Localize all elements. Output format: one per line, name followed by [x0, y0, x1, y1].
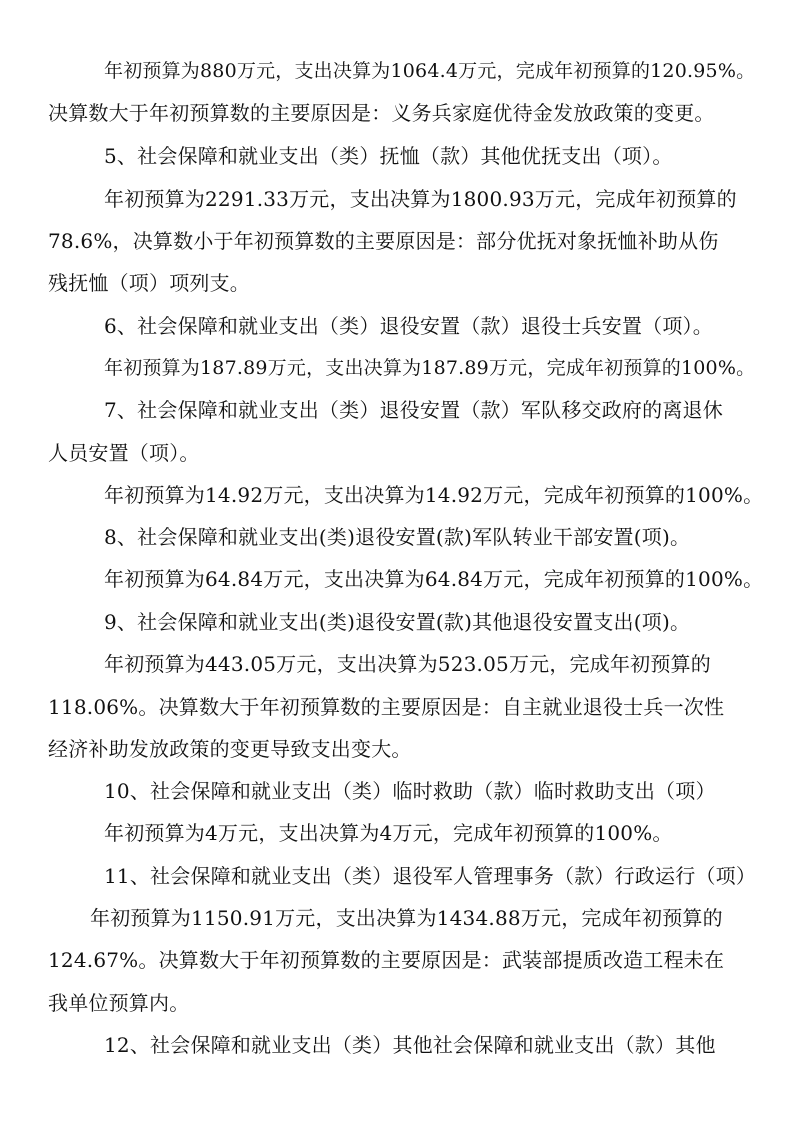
text-line: 7、社会保障和就业支出（类）退役安置（款）军队移交政府的离退休: [104, 398, 723, 422]
text-line: 年初预算为2291.33万元，支出决算为1800.93万元，完成年初预算的: [104, 187, 737, 211]
text-line: 年初预算为880万元，支出决算为1064.4万元，完成年初预算的120.95%。: [104, 60, 756, 82]
text-line: 118.06%。决算数大于年初预算数的主要原因是：自主就业退役士兵一次性: [48, 695, 725, 719]
text-line: 年初预算为64.84万元，支出决算为64.84万元，完成年初预算的100%。: [104, 567, 764, 591]
text-line: 9、社会保障和就业支出(类)退役安置(款)其他退役安置支出(项)。: [104, 610, 691, 634]
text-line: 年初预算为14.92万元，支出决算为14.92万元，完成年初预算的100%。: [104, 483, 764, 507]
text-line: 5、社会保障和就业支出（类）抚恤（款）其他优抚支出（项）。: [104, 144, 673, 168]
text-line: 12、社会保障和就业支出（类）其他社会保障和就业支出（款）其他: [104, 1033, 716, 1057]
text-line: 8、社会保障和就业支出(类)退役安置(款)军队转业干部安置(项)。: [104, 525, 691, 549]
text-line: 78.6%，决算数小于年初预算数的主要原因是：部分优抚对象抚恤补助从伤: [48, 229, 719, 253]
text-line: 残抚恤（项）项列支。: [48, 271, 250, 295]
text-line: 决算数大于年初预算数的主要原因是：义务兵家庭优待金发放政策的变更。: [48, 101, 715, 125]
text-line: 年初预算为443.05万元，支出决算为523.05万元，完成年初预算的: [104, 652, 711, 676]
text-line: 年初预算为187.89万元，支出决算为187.89万元，完成年初预算的100%。: [104, 357, 756, 379]
text-line: 年初预算为1150.91万元，支出决算为1434.88万元，完成年初预算的: [90, 906, 723, 930]
text-line: 124.67%。决算数大于年初预算数的主要原因是：武装部提质改造工程未在: [48, 948, 725, 972]
text-line: 人员安置（项）。: [48, 441, 200, 465]
text-line: 年初预算为4万元，支出决算为4万元，完成年初预算的100%。: [104, 821, 673, 845]
text-line: 我单位预算内。: [48, 991, 190, 1015]
text-line: 经济补助发放政策的变更导致支出变大。: [48, 737, 412, 761]
text-line: 11、社会保障和就业支出（类）退役军人管理事务（款）行政运行（项）: [104, 864, 757, 888]
text-line: 6、社会保障和就业支出（类）退役安置（款）退役士兵安置（项）。: [104, 314, 713, 338]
text-line: 10、社会保障和就业支出（类）临时救助（款）临时救助支出（项）: [104, 779, 716, 803]
